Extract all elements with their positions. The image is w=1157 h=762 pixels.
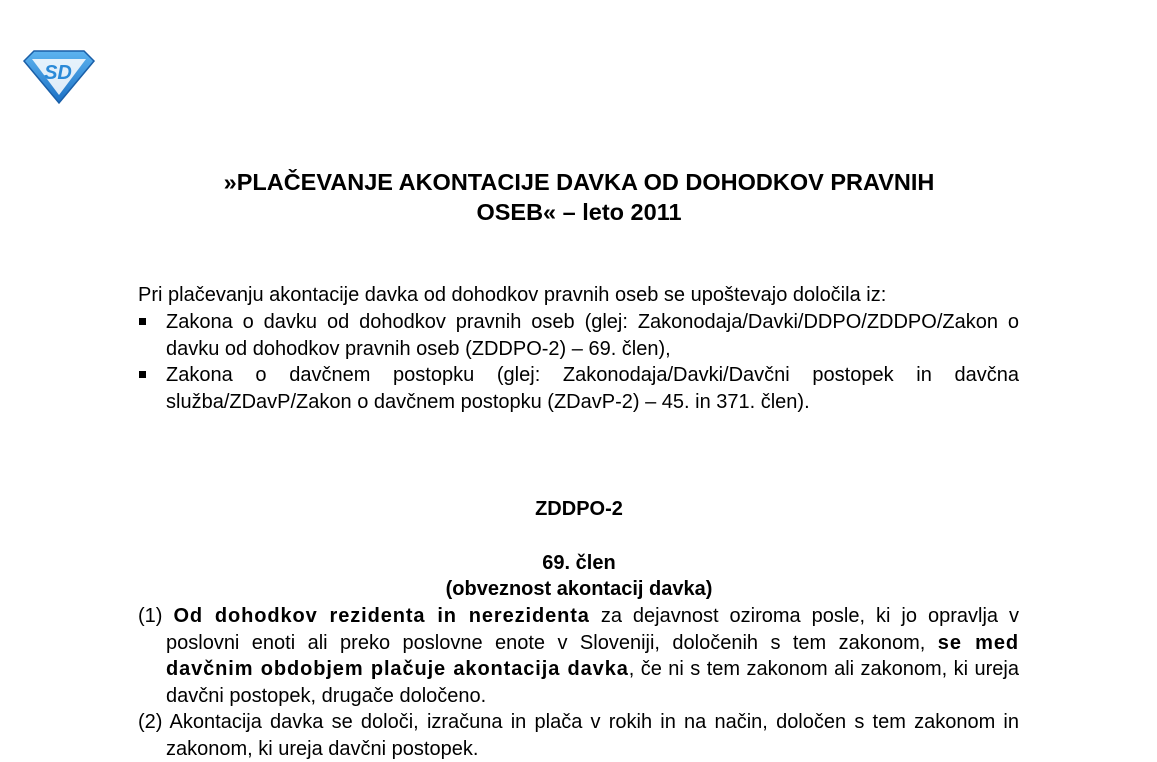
list-item-text: Zakona o davčnem postopku (glej: Zakonodaja/Davki/Davčni postopek in davčna služba/ZDavP/Zakon o davčnem postopku (ZDavP-2) – 45. in 371. člen).: [166, 364, 1019, 413]
law-heading: ZDDPO-2: [535, 498, 623, 520]
diamond-logo-icon: [22, 49, 96, 105]
square-bullet-icon: [139, 318, 146, 325]
intro-text: Pri plačevanju akontacije davka od dohodkov pravnih oseb se upoštevajo določila iz:: [138, 284, 887, 306]
paragraph-1: [138, 603, 1019, 709]
list-item: [138, 309, 1019, 362]
article-number: 69. člen: [542, 552, 616, 574]
paragraph-text: Akontacija davka se določi, izračuna in plača v rokih in na način, določen s tem zakonom in zakonom, ki ureja davčni postopek.: [166, 711, 1019, 760]
document-title-line1: »PLAČEVANJE AKONTACIJE DAVKA OD DOHODKOV PRAVNIH: [223, 169, 935, 195]
document-title: [140, 167, 1018, 227]
article-paragraphs: [138, 603, 1019, 762]
logo-text: SD: [44, 62, 72, 84]
paragraph-number: (2): [138, 711, 170, 733]
paragraph-2: [138, 709, 1019, 762]
list-item: [138, 362, 1019, 415]
paragraph-text: za dejavnost oziroma posle, ki jo opravlja v poslovni enoti ali preko poslovne enote v Sloveniji, določenih s tem zakonom,: [166, 605, 1020, 654]
paragraph-number: (1): [138, 605, 174, 627]
square-bullet-icon: [139, 371, 146, 378]
paragraph-bold-text: Od dohodkov rezidenta in nerezidenta: [173, 605, 590, 627]
paragraph-text: , če ni s tem zakonom ali zakonom, ki ureja davčni postopek, drugače določeno.: [166, 658, 1020, 707]
law-references-list: [138, 309, 1019, 415]
article-subtitle: (obveznost akontacij davka): [445, 578, 713, 600]
document-title-line2: OSEB« – leto 2011: [476, 199, 682, 225]
paragraph-bold-text: se med davčnim obdobjem plačuje akontacija davka: [166, 631, 1019, 680]
list-item-text: Zakona o davku od dohodkov pravnih oseb (glej: Zakonodaja/Davki/DDPO/ZDDPO/Zakon o davku od dohodkov pravnih oseb (ZDDPO-2) – 69. člen),: [166, 311, 1019, 360]
